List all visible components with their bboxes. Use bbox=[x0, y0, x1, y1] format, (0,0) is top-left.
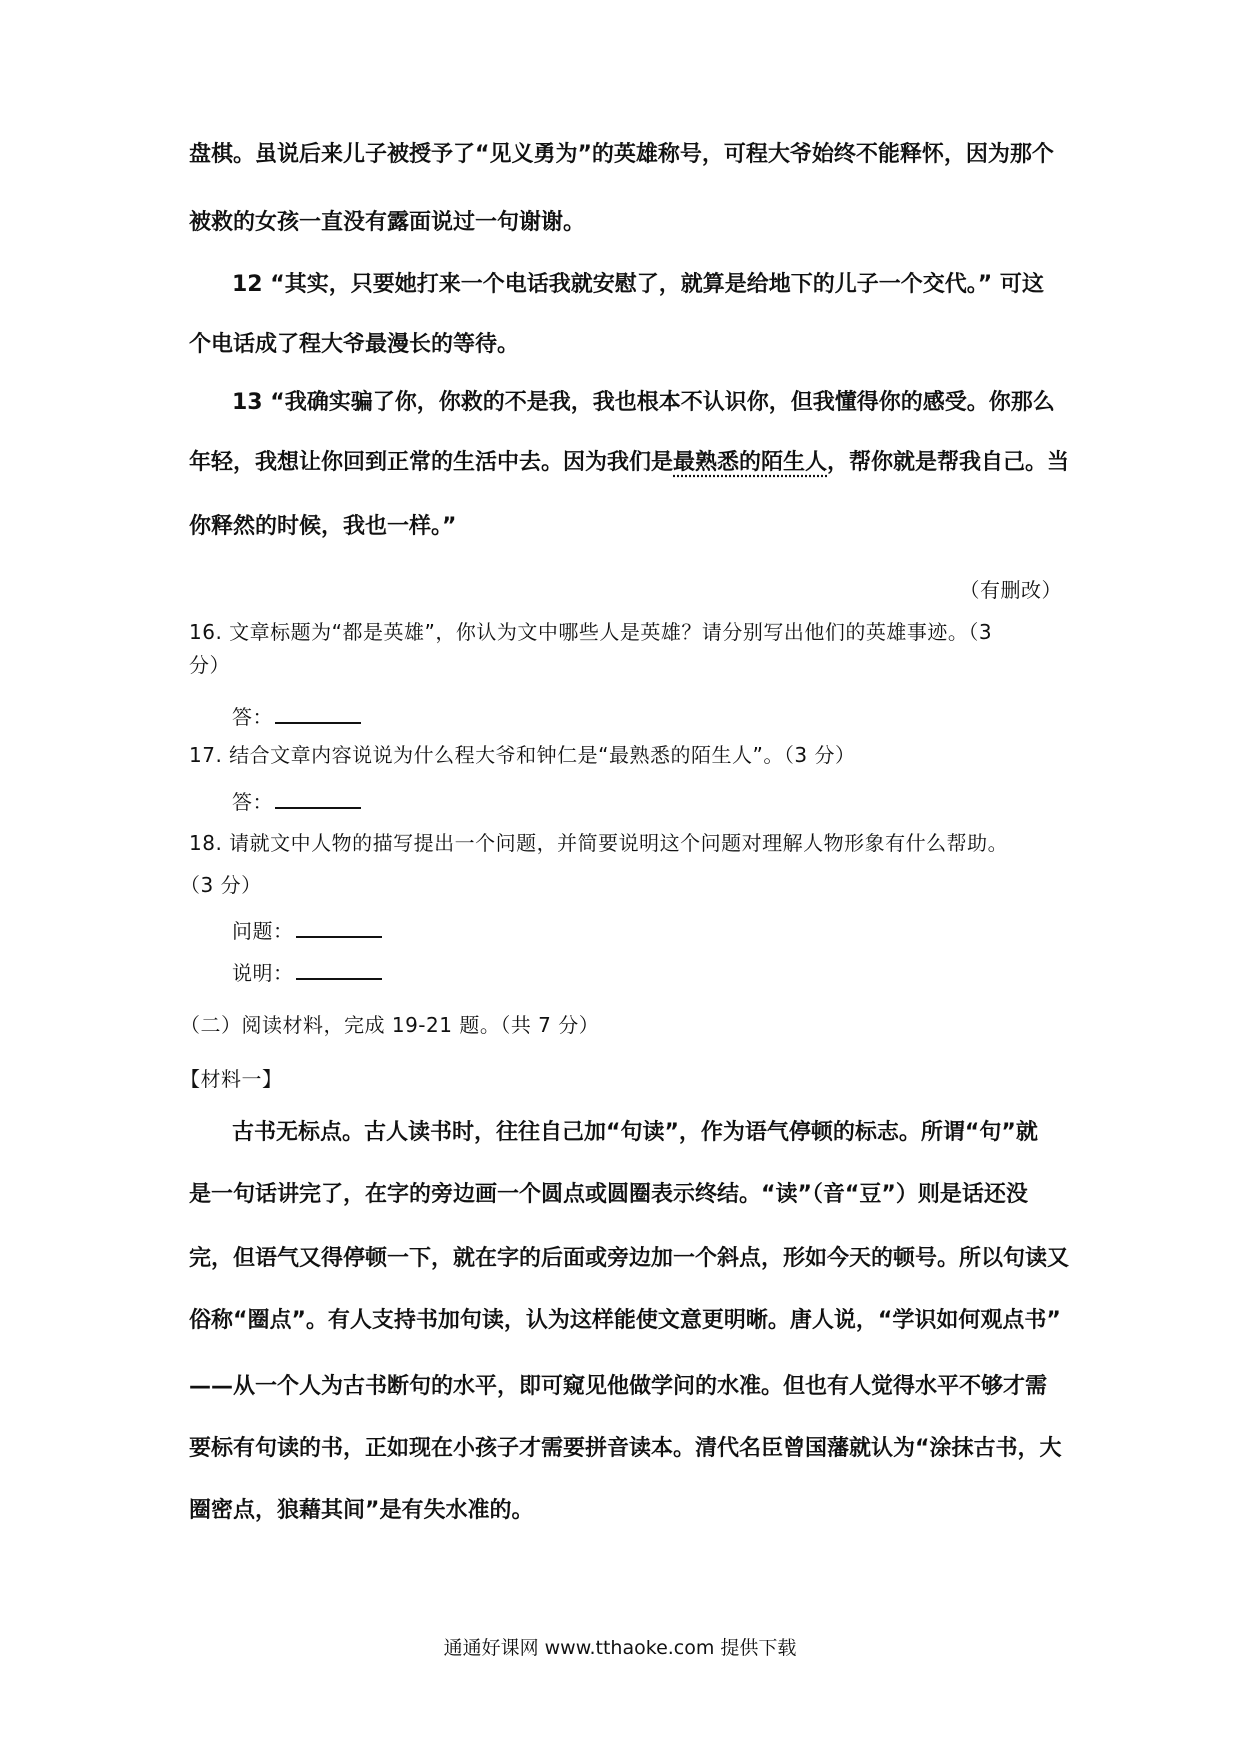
answer-line-16 bbox=[232, 700, 361, 732]
story-line: 你释然的时候，我也一样。” bbox=[189, 514, 457, 539]
answer-line-17 bbox=[232, 785, 361, 817]
story-line: 被救的女孩一直没有露面说过一句谢谢。 bbox=[189, 210, 586, 235]
material-label: 【材料一】 bbox=[180, 1067, 283, 1091]
page-footer: 通通好课网 www.tthaoke.com 提供下载 bbox=[443, 1637, 797, 1659]
story-text: ，帮你就是帮我自己。当 bbox=[827, 450, 1070, 475]
story-line: 盘棋。虽说后来儿子被授予了“见义勇为”的英雄称号，可程大爷始终不能释怀，因为那个 bbox=[189, 142, 1054, 167]
material-line: 古书无标点。古人读书时，往往自己加“句读”，作为语气停顿的标志。所谓“句”就 bbox=[232, 1120, 1038, 1145]
question-18-cont: （3 分） bbox=[180, 873, 262, 897]
question-17: 17. 结合文章内容说说为什么程大爷和钟仁是“最熟悉的陌生人”。（3 分） bbox=[189, 743, 856, 767]
answer-line-18-question bbox=[232, 914, 382, 946]
question-18: 18. 请就文中人物的描写提出一个问题，并简要说明这个问题对理解人物形象有什么帮助。 bbox=[189, 831, 1009, 855]
question-16-cont: 分） bbox=[189, 653, 230, 677]
material-line: 要标有句读的书，正如现在小孩子才需要拼音读本。清代名臣曾国藩就认为“涂抹古书，大 bbox=[189, 1436, 1062, 1461]
paragraph-12: 12 “其实，只要她打来一个电话我就安慰了，就算是给地下的儿子一个交代。” 可这 bbox=[232, 272, 1044, 297]
section-heading: （二）阅读材料，完成 19-21 题。（共 7 分） bbox=[180, 1013, 600, 1037]
material-line: 圈密点，狼藉其间”是有失水准的。 bbox=[189, 1498, 534, 1523]
emphasized-phrase: 最熟悉的陌生人 bbox=[673, 450, 828, 475]
material-line: 完，但语气又得停顿一下，就在字的后面或旁边加一个斜点，形如今天的顿号。所以句读又 bbox=[189, 1246, 1070, 1271]
answer-blank[interactable] bbox=[275, 785, 361, 809]
answer-blank[interactable] bbox=[296, 914, 382, 938]
question-16: 16. 文章标题为“都是英雄”，你认为文中哪些人是英雄？请分别写出他们的英雄事迹。（3 bbox=[189, 620, 993, 644]
answer-label: 答： bbox=[232, 790, 273, 814]
explain-label: 说明： bbox=[232, 961, 294, 985]
answer-blank[interactable] bbox=[296, 956, 382, 980]
question-label: 问题： bbox=[232, 919, 294, 943]
story-line bbox=[189, 448, 1069, 478]
source-note: （有删改） bbox=[959, 578, 1062, 602]
answer-label: 答： bbox=[232, 705, 273, 729]
answer-blank[interactable] bbox=[275, 700, 361, 724]
answer-line-18-explain bbox=[232, 956, 382, 988]
material-line: ——从一个人为古书断句的水平，即可窥见他做学问的水准。但也有人觉得水平不够才需 bbox=[189, 1374, 1048, 1399]
paragraph-13: 13 “我确实骗了你，你救的不是我，我也根本不认识你，但我懂得你的感受。你那么 bbox=[232, 390, 1055, 415]
story-line: 个电话成了程大爷最漫长的等待。 bbox=[189, 332, 520, 357]
material-line: 俗称“圈点”。有人支持书加句读，认为这样能使文意更明晰。唐人说，“学识如何观点书” bbox=[189, 1308, 1061, 1333]
material-line: 是一句话讲完了，在字的旁边画一个圆点或圆圈表示终结。“读”（音“豆”）则是话还没 bbox=[189, 1182, 1028, 1207]
story-text: 年轻，我想让你回到正常的生活中去。因为我们是 bbox=[189, 450, 674, 475]
